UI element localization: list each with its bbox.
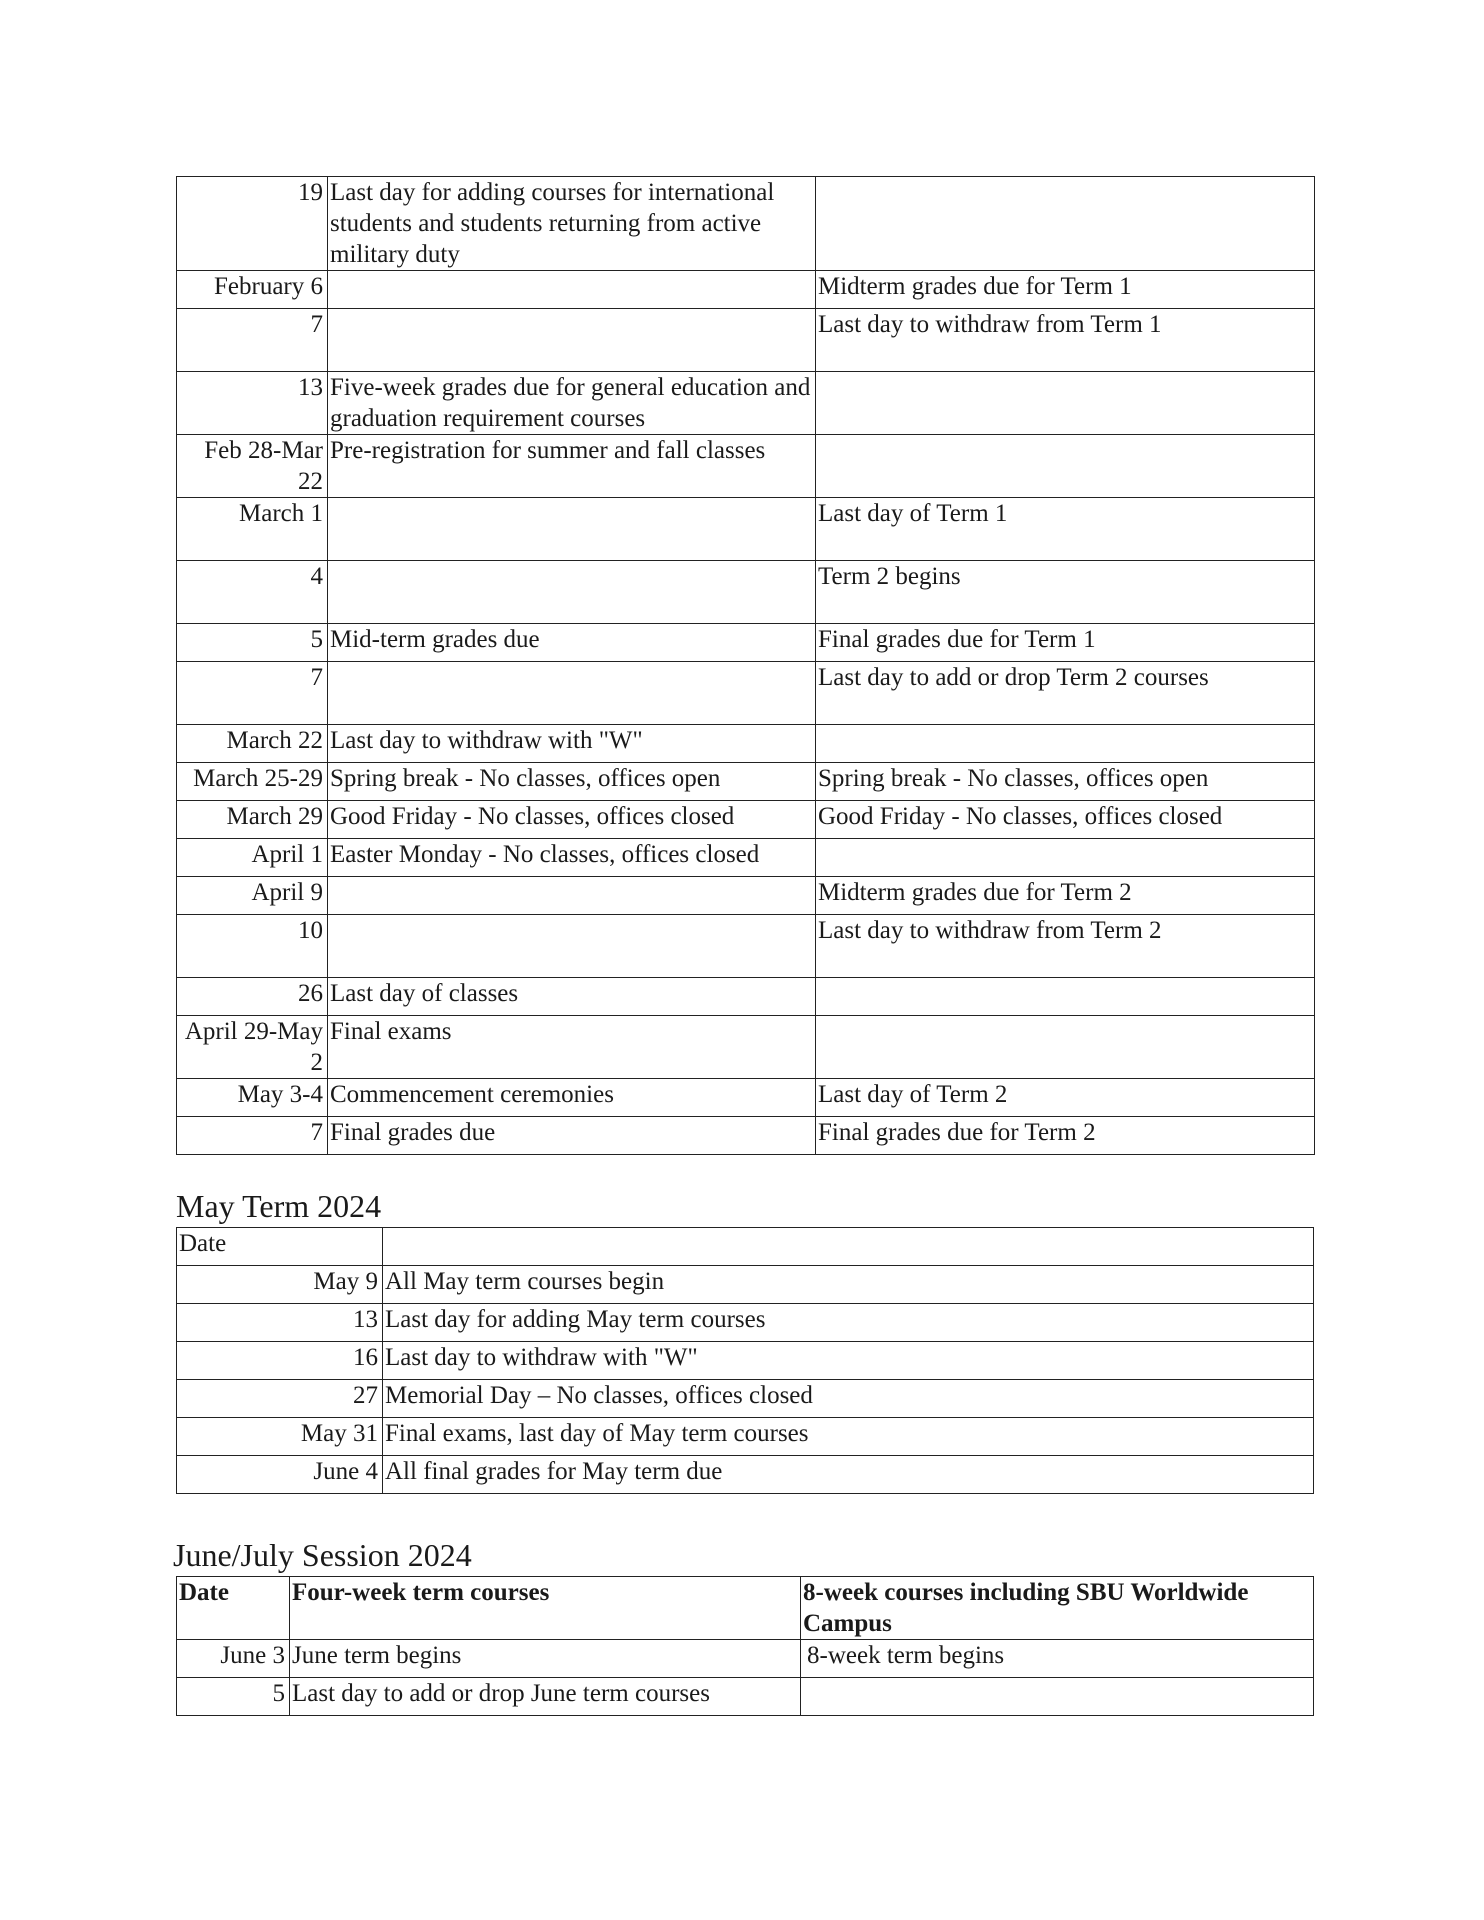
general-event-cell: Commencement ceremonies: [328, 1079, 816, 1117]
term-event-cell: Midterm grades due for Term 2: [816, 877, 1315, 915]
spring-calendar-table: [176, 176, 1315, 1155]
table-header-row: [177, 1228, 1314, 1266]
date-cell: 27: [177, 1380, 383, 1418]
date-cell: March 1: [177, 498, 328, 561]
general-event-cell: [328, 498, 816, 561]
four-week-cell: June term begins: [290, 1640, 801, 1678]
date-header: Date: [177, 1228, 383, 1266]
table-row: [177, 877, 1315, 915]
table-row: [177, 915, 1315, 978]
general-event-cell: [328, 877, 816, 915]
table-row: [177, 1418, 1314, 1456]
table-row: [177, 763, 1315, 801]
term-event-cell: Last day to add or drop Term 2 courses: [816, 662, 1315, 725]
table-row: [177, 177, 1315, 271]
table-row: [177, 725, 1315, 763]
general-event-cell: Last day for adding courses for international students and students returning from active military duty: [328, 177, 816, 271]
table-row: [177, 1456, 1314, 1494]
table-row: [177, 1266, 1314, 1304]
table-row: [177, 1079, 1315, 1117]
table-row: [177, 1016, 1315, 1079]
date-cell: 10: [177, 915, 328, 978]
date-cell: April 29-May 2: [177, 1016, 328, 1079]
event-cell: Last day to withdraw with "W": [383, 1342, 1314, 1380]
date-cell: March 25-29: [177, 763, 328, 801]
event-header: [383, 1228, 1314, 1266]
term-event-cell: [816, 177, 1315, 271]
general-event-cell: [328, 915, 816, 978]
general-event-cell: Five-week grades due for general education and graduation requirement courses: [328, 372, 816, 435]
date-cell: 7: [177, 1117, 328, 1155]
table-row: [177, 1342, 1314, 1380]
table-row: [177, 498, 1315, 561]
term-event-cell: Midterm grades due for Term 1: [816, 271, 1315, 309]
term-event-cell: Good Friday - No classes, offices closed: [816, 801, 1315, 839]
date-cell: March 22: [177, 725, 328, 763]
term-event-cell: Final grades due for Term 2: [816, 1117, 1315, 1155]
date-cell: 7: [177, 662, 328, 725]
june-july-table: [176, 1576, 1314, 1716]
eight-week-cell: [801, 1678, 1314, 1716]
date-cell: May 9: [177, 1266, 383, 1304]
general-event-cell: [328, 309, 816, 372]
date-cell: May 31: [177, 1418, 383, 1456]
date-cell: 7: [177, 309, 328, 372]
table-row: [177, 801, 1315, 839]
june-july-heading: June/July Session 2024: [173, 1537, 472, 1573]
date-cell: May 3-4: [177, 1079, 328, 1117]
date-cell: 5: [177, 1678, 290, 1716]
term-event-cell: Last day of Term 1: [816, 498, 1315, 561]
date-cell: 19: [177, 177, 328, 271]
date-cell: 16: [177, 1342, 383, 1380]
event-cell: All final grades for May term due: [383, 1456, 1314, 1494]
table-row: [177, 1380, 1314, 1418]
date-cell: 26: [177, 978, 328, 1016]
table-header-row: [177, 1577, 1314, 1640]
table-row: [177, 662, 1315, 725]
table-row: [177, 561, 1315, 624]
term-event-cell: Term 2 begins: [816, 561, 1315, 624]
eight-week-cell: 8-week term begins: [801, 1640, 1314, 1678]
table-row: [177, 271, 1315, 309]
date-cell: June 3: [177, 1640, 290, 1678]
four-week-header: Four-week term courses: [290, 1577, 801, 1640]
date-cell: 13: [177, 1304, 383, 1342]
general-event-cell: Last day of classes: [328, 978, 816, 1016]
table-row: [177, 1304, 1314, 1342]
date-cell: 4: [177, 561, 328, 624]
term-event-cell: [816, 978, 1315, 1016]
term-event-cell: [816, 725, 1315, 763]
four-week-cell: Last day to add or drop June term courses: [290, 1678, 801, 1716]
date-cell: Feb 28-Mar 22: [177, 435, 328, 498]
event-cell: Last day for adding May term courses: [383, 1304, 1314, 1342]
term-event-cell: Last day to withdraw from Term 1: [816, 309, 1315, 372]
general-event-cell: Pre-registration for summer and fall classes: [328, 435, 816, 498]
general-event-cell: Final grades due: [328, 1117, 816, 1155]
date-cell: 13: [177, 372, 328, 435]
date-cell: April 1: [177, 839, 328, 877]
date-cell: March 29: [177, 801, 328, 839]
date-cell: February 6: [177, 271, 328, 309]
term-event-cell: Final grades due for Term 1: [816, 624, 1315, 662]
table-row: [177, 435, 1315, 498]
table-row: [177, 624, 1315, 662]
term-event-cell: [816, 839, 1315, 877]
table-row: [177, 309, 1315, 372]
event-cell: Final exams, last day of May term courses: [383, 1418, 1314, 1456]
may-term-heading: May Term 2024: [176, 1188, 382, 1224]
table-row: [177, 372, 1315, 435]
general-event-cell: Easter Monday - No classes, offices closed: [328, 839, 816, 877]
table-row: [177, 1117, 1315, 1155]
date-cell: June 4: [177, 1456, 383, 1494]
general-event-cell: Spring break - No classes, offices open: [328, 763, 816, 801]
term-event-cell: Spring break - No classes, offices open: [816, 763, 1315, 801]
event-cell: Memorial Day – No classes, offices closed: [383, 1380, 1314, 1418]
date-cell: April 9: [177, 877, 328, 915]
event-cell: All May term courses begin: [383, 1266, 1314, 1304]
term-event-cell: [816, 372, 1315, 435]
eight-week-header: 8-week courses including SBU Worldwide Campus: [801, 1577, 1314, 1640]
date-cell: 5: [177, 624, 328, 662]
term-event-cell: [816, 435, 1315, 498]
term-event-cell: Last day to withdraw from Term 2: [816, 915, 1315, 978]
date-header: Date: [177, 1577, 290, 1640]
table-row: [177, 839, 1315, 877]
table-row: [177, 1640, 1314, 1678]
general-event-cell: Good Friday - No classes, offices closed: [328, 801, 816, 839]
general-event-cell: [328, 271, 816, 309]
may-term-table: [176, 1227, 1314, 1494]
general-event-cell: Final exams: [328, 1016, 816, 1079]
table-row: [177, 1678, 1314, 1716]
general-event-cell: [328, 561, 816, 624]
general-event-cell: Mid-term grades due: [328, 624, 816, 662]
term-event-cell: Last day of Term 2: [816, 1079, 1315, 1117]
general-event-cell: Last day to withdraw with "W": [328, 725, 816, 763]
term-event-cell: [816, 1016, 1315, 1079]
general-event-cell: [328, 662, 816, 725]
table-row: [177, 978, 1315, 1016]
